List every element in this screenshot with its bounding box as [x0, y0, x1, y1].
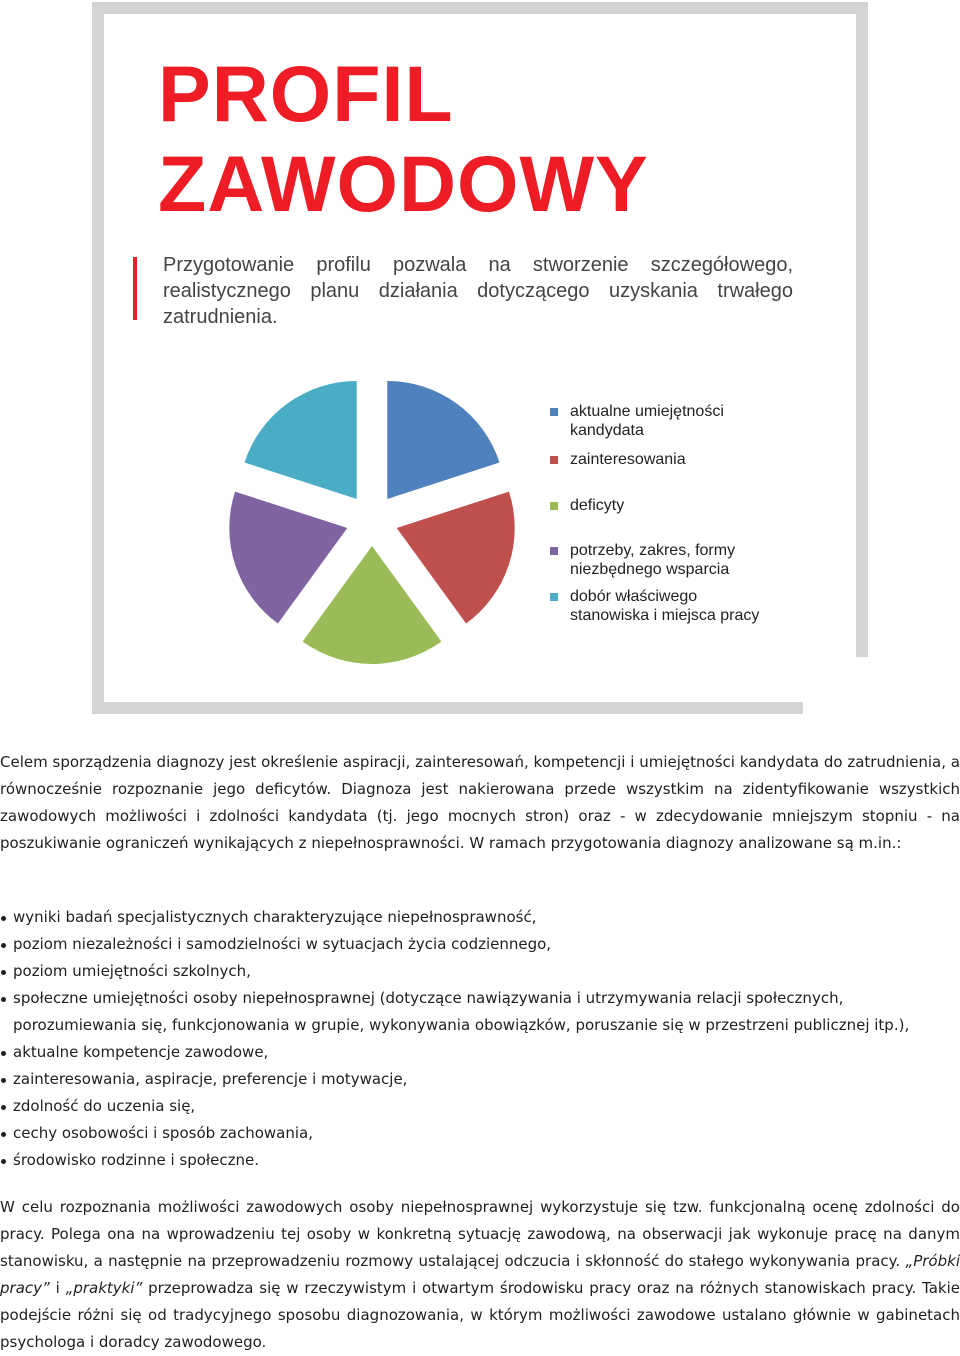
legend-label: dobór właściwego stanowiska i miejsca pracy [570, 588, 760, 624]
legend-swatch [550, 408, 558, 416]
list-item: aktualne kompetencje zawodowe, [0, 1039, 960, 1066]
legend-label: potrzeby, zakres, formy niezbędnego wsparcia [570, 542, 736, 578]
paragraph-italic: „Próbki pracy” [0, 1252, 960, 1297]
assessment-paragraph [0, 1194, 960, 1356]
profile-figure [92, 2, 868, 714]
subtitle-accent-bar [133, 257, 137, 320]
legend-swatch [550, 547, 558, 555]
legend-label: zainteresowania [570, 451, 686, 468]
legend-swatch [550, 593, 558, 601]
list-item: społeczne umiejętności osoby niepełnosprawnej (dotyczące nawiązywania i utrzymywania relacji społecznych, porozumiewania się, funkcjonowania w grupie, wykonywania obowiązków, poruszanie się w przestrzeni publicznej itp.), [0, 985, 960, 1039]
analysis-list [0, 904, 960, 1174]
paragraph-text: W celu rozpoznania możliwości zawodowych osoby niepełnosprawnej wykorzystuje się tzw. funkcjonalną ocenę zdolności do pracy. Polega ona na wprowadzeniu tej osoby w konkretną sytuację zawodową, na obserwacji jak wykonuje pracę na danym stanowisku, a następnie na przeprowadzeniu rozmowy ustalającej odczucia i skłonność do stałego wykonywania pracy. [0, 1198, 960, 1270]
pie-slice [244, 381, 356, 499]
figure-frame-right [856, 2, 868, 657]
list-item: poziom niezależności i samodzielności w sytuacjach życia codziennego, [0, 931, 960, 958]
legend-item [550, 402, 770, 440]
pie-slice [303, 546, 442, 664]
figure-frame-top [92, 2, 868, 14]
figure-subtitle: Przygotowanie profilu pozwala na stworzenie szczegółowego, realistycznego planu działania dotyczącego uzyskania trwałego zatrudnienia. [163, 254, 793, 328]
paragraph-italic: „praktyki” [65, 1279, 143, 1297]
pie-chart [212, 360, 532, 680]
list-item: zainteresowania, aspiracje, preferencje i motywacje, [0, 1066, 960, 1093]
pie-slice [397, 492, 515, 624]
figure-frame-bottom [92, 702, 803, 714]
legend-label: deficyty [570, 497, 625, 514]
list-item: wyniki badań specjalistycznych charakteryzujące niepełnosprawność, [0, 904, 960, 931]
intro-paragraph: Celem sporządzenia diagnozy jest określenie aspiracji, zainteresowań, kompetencji i umiejętności kandydata do zatrudnienia, a równocześnie rozpoznanie jego deficytów. Diagnoza jest nakierowana przede wszystkim na zidentyfikowanie wszystkich zawodowych możliwości i zdolności kandydata (tj. jego mocnych stron) oraz - w zdecydowanie mniejszym stopniu - na poszukiwanie ograniczeń wynikających z niepełnosprawności. W ramach przygotowania diagnozy analizowane są m.in.: [0, 753, 960, 852]
legend-swatch [550, 456, 558, 464]
list-item: środowisko rodzinne i społeczne. [0, 1147, 960, 1174]
list-item: poziom umiejętności szkolnych, [0, 958, 960, 985]
legend-swatch [550, 502, 558, 510]
figure-frame-left [92, 2, 104, 714]
pie-slice [229, 492, 347, 624]
legend-item [550, 541, 770, 579]
figure-title-line1: PROFIL [158, 49, 454, 138]
pie-slice [387, 381, 499, 499]
figure-title-line2: ZAWODOWY [158, 139, 649, 228]
legend-item [550, 450, 770, 469]
legend-item [550, 496, 770, 515]
paragraph-text: i [49, 1279, 66, 1297]
list-item: zdolność do uczenia się, [0, 1093, 960, 1120]
paragraph-text: przeprowadza się w rzeczywistym i otwartym środowisku pracy oraz na różnych stanowiskach pracy. Takie podejście różni się od tradycyjnego sposobu diagnozowania, w którym możliwości zawodowe ustalano głównie w gabinetach psychologa i doradcy zawodowego. [0, 1279, 960, 1351]
list-item: cechy osobowości i sposób zachowania, [0, 1120, 960, 1147]
legend-item [550, 587, 770, 625]
legend-label: aktualne umiejętności kandydata [570, 403, 724, 439]
